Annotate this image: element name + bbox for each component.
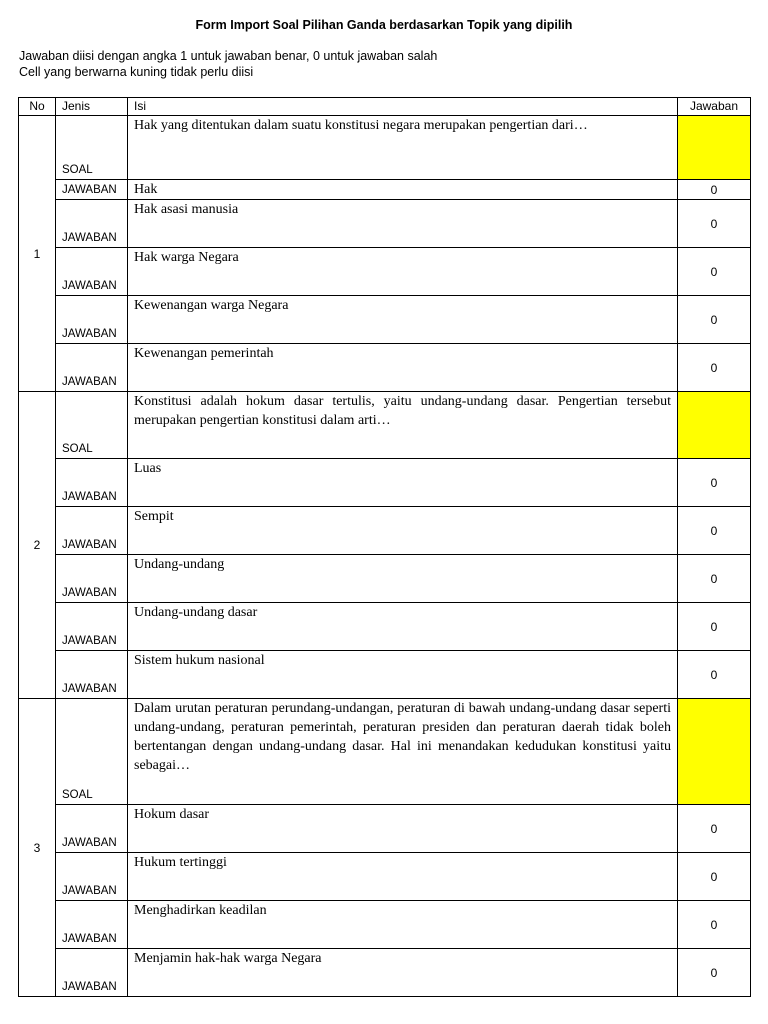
answer-option-row — [19, 180, 751, 200]
option-text[interactable]: Sistem hukum nasional — [128, 651, 678, 699]
answer-value-cell[interactable]: 0 — [678, 180, 751, 200]
answer-value-cell[interactable]: 0 — [678, 853, 751, 901]
header-jawaban: Jawaban — [678, 98, 751, 116]
answer-option-row — [19, 901, 751, 949]
answer-option-row — [19, 853, 751, 901]
answer-cell-disabled — [678, 699, 751, 805]
jenis-jawaban-label: JAWABAN — [56, 555, 128, 603]
table-body — [19, 116, 751, 997]
answer-value-cell[interactable]: 0 — [678, 555, 751, 603]
option-text[interactable]: Luas — [128, 459, 678, 507]
answer-option-row — [19, 507, 751, 555]
jenis-jawaban-label: JAWABAN — [56, 200, 128, 248]
jenis-jawaban-label: JAWABAN — [56, 853, 128, 901]
option-text[interactable]: Sempit — [128, 507, 678, 555]
answer-value-cell[interactable]: 0 — [678, 805, 751, 853]
question-row — [19, 699, 751, 805]
option-text[interactable]: Undang-undang dasar — [128, 603, 678, 651]
answer-value-cell[interactable]: 0 — [678, 603, 751, 651]
question-text[interactable]: Konstitusi adalah hokum dasar tertulis, yaitu undang-undang dasar. Pengertian tersebut merupakan pengertian konstitusi dalam arti… — [128, 392, 678, 459]
answer-option-row — [19, 248, 751, 296]
jenis-jawaban-label: JAWABAN — [56, 344, 128, 392]
jenis-jawaban-label: JAWABAN — [56, 651, 128, 699]
header-jenis: Jenis — [56, 98, 128, 116]
import-form-table — [18, 97, 751, 997]
answer-cell-disabled — [678, 116, 751, 180]
option-text[interactable]: Kewenangan warga Negara — [128, 296, 678, 344]
answer-value-cell[interactable]: 0 — [678, 901, 751, 949]
option-text[interactable]: Kewenangan pemerintah — [128, 344, 678, 392]
question-row — [19, 392, 751, 459]
header-no: No — [19, 98, 56, 116]
answer-value-cell[interactable]: 0 — [678, 344, 751, 392]
answer-value-cell[interactable]: 0 — [678, 651, 751, 699]
answer-value-cell[interactable]: 0 — [678, 200, 751, 248]
option-text[interactable]: Menjamin hak-hak warga Negara — [128, 949, 678, 997]
question-text[interactable]: Dalam urutan peraturan perundang-undangan, peraturan di bawah undang-undang dasar seperti undang-undang, peraturan pemerintah, peraturan presiden dan peraturan daerah tidak boleh bertentangan dengan undang-undang dasar. Hal ini menandakan kedudukan konstitusi yaitu sebagai… — [128, 699, 678, 805]
jenis-jawaban-label: JAWABAN — [56, 805, 128, 853]
jenis-jawaban-label: JAWABAN — [56, 901, 128, 949]
header-row — [19, 98, 751, 116]
question-number: 3 — [19, 699, 56, 997]
answer-option-row — [19, 603, 751, 651]
page-title: Form Import Soal Pilihan Ganda berdasarkan Topik yang dipilih — [195, 18, 573, 32]
answer-option-row — [19, 555, 751, 603]
answer-option-row — [19, 459, 751, 507]
jenis-jawaban-label: JAWABAN — [56, 507, 128, 555]
jenis-jawaban-label: JAWABAN — [56, 248, 128, 296]
answer-value-cell[interactable]: 0 — [678, 507, 751, 555]
answer-value-cell[interactable]: 0 — [678, 296, 751, 344]
option-text[interactable]: Undang-undang — [128, 555, 678, 603]
jenis-jawaban-label: JAWABAN — [56, 180, 128, 200]
answer-cell-disabled — [678, 392, 751, 459]
answer-option-row — [19, 344, 751, 392]
answer-option-row — [19, 651, 751, 699]
question-number: 2 — [19, 392, 56, 699]
answer-option-row — [19, 949, 751, 997]
answer-option-row — [19, 200, 751, 248]
question-row — [19, 116, 751, 180]
answer-option-row — [19, 296, 751, 344]
option-text[interactable]: Menghadirkan keadilan — [128, 901, 678, 949]
instruction-line-2: Cell yang berwarna kuning tidak perlu diisi — [19, 65, 254, 79]
answer-option-row — [19, 805, 751, 853]
question-number: 1 — [19, 116, 56, 392]
jenis-jawaban-label: JAWABAN — [56, 949, 128, 997]
jenis-soal-label: SOAL — [56, 116, 128, 180]
instructions — [19, 48, 437, 80]
option-text[interactable]: Hak asasi manusia — [128, 200, 678, 248]
jenis-jawaban-label: JAWABAN — [56, 296, 128, 344]
answer-value-cell[interactable]: 0 — [678, 459, 751, 507]
answer-value-cell[interactable]: 0 — [678, 248, 751, 296]
option-text[interactable]: Hokum dasar — [128, 805, 678, 853]
option-text[interactable]: Hukum tertinggi — [128, 853, 678, 901]
jenis-jawaban-label: JAWABAN — [56, 459, 128, 507]
header-isi: Isi — [128, 98, 678, 116]
question-text[interactable]: Hak yang ditentukan dalam suatu konstitusi negara merupakan pengertian dari… — [128, 116, 678, 180]
option-text[interactable]: Hak warga Negara — [128, 248, 678, 296]
instruction-line-1: Jawaban diisi dengan angka 1 untuk jawaban benar, 0 untuk jawaban salah — [19, 49, 438, 63]
jenis-soal-label: SOAL — [56, 699, 128, 805]
jenis-jawaban-label: JAWABAN — [56, 603, 128, 651]
answer-value-cell[interactable]: 0 — [678, 949, 751, 997]
option-text[interactable]: Hak — [128, 180, 678, 200]
jenis-soal-label: SOAL — [56, 392, 128, 459]
